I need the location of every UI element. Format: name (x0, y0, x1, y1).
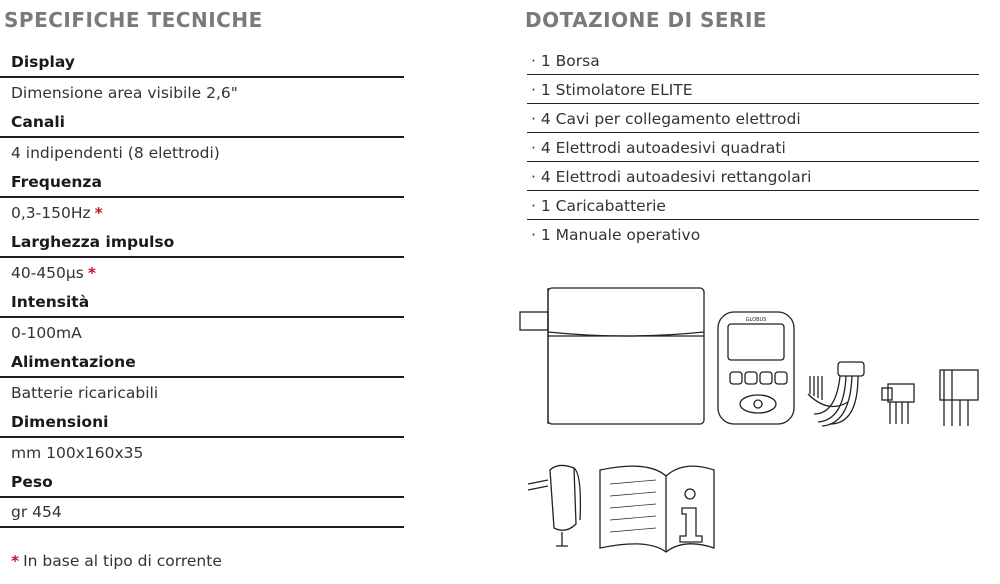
specs-title: SPECIFICHE TECNICHE (4, 8, 263, 32)
footnote-text: In base al tipo di corrente (23, 552, 222, 570)
stimulator-device-icon (718, 312, 794, 424)
rectangular-electrode-icon (940, 370, 978, 426)
spec-value-text: 0-100mA (11, 324, 82, 342)
spec-value-text: Dimensione area visibile 2,6" (11, 84, 238, 102)
charger-icon (528, 465, 580, 546)
svg-text:GLOBUS: GLOBUS (745, 317, 767, 323)
kit-title: DOTAZIONE DI SERIE (525, 8, 768, 32)
kit-item: · 1 Manuale operativo (531, 226, 701, 244)
spec-value (0, 258, 404, 288)
bag-icon (520, 288, 704, 424)
spec-label: Intensità (0, 288, 404, 318)
spec-value (0, 78, 404, 108)
cables-icon (808, 362, 864, 426)
spec-label: Display (0, 48, 404, 78)
spec-label: Canali (0, 108, 404, 138)
footnote-star: * (11, 552, 20, 570)
spec-value-text: gr 454 (11, 503, 62, 521)
spec-value (0, 498, 404, 528)
spec-value (0, 318, 404, 348)
spec-value (0, 438, 404, 468)
kit-item: · 4 Elettrodi autoadesivi rettangolari (527, 162, 979, 191)
square-electrode-icon (882, 384, 914, 424)
asterisk-marker: * (94, 204, 103, 222)
spec-label: Peso (0, 468, 404, 498)
asterisk-marker: * (87, 264, 96, 282)
kit-illustrations (518, 284, 988, 554)
spec-value (0, 378, 404, 408)
spec-value-text: 40-450μs (11, 264, 84, 282)
spec-value (0, 198, 404, 228)
kit-list (527, 46, 979, 248)
kit-item: · 1 Stimolatore ELITE (527, 75, 979, 104)
spec-value-text: mm 100x160x35 (11, 444, 144, 462)
kit-item: · 4 Cavi per collegamento elettrodi (527, 104, 979, 133)
footnote (11, 552, 222, 570)
kit-item: · 1 Borsa (527, 46, 979, 75)
kit-item: · 4 Elettrodi autoadesivi quadrati (527, 133, 979, 162)
spec-value-text: 0,3-150Hz (11, 204, 91, 222)
spec-value (0, 138, 404, 168)
specs-list (0, 48, 404, 528)
spec-label: Frequenza (0, 168, 404, 198)
spec-label: Alimentazione (0, 348, 404, 378)
kit-item: · 1 Caricabatterie (527, 191, 979, 220)
manual-book-icon (600, 466, 714, 552)
spec-value-text: Batterie ricaricabili (11, 384, 159, 402)
spec-label: Dimensioni (0, 408, 404, 438)
spec-value-text: 4 indipendenti (8 elettrodi) (11, 144, 220, 162)
spec-label: Larghezza impulso (0, 228, 404, 258)
